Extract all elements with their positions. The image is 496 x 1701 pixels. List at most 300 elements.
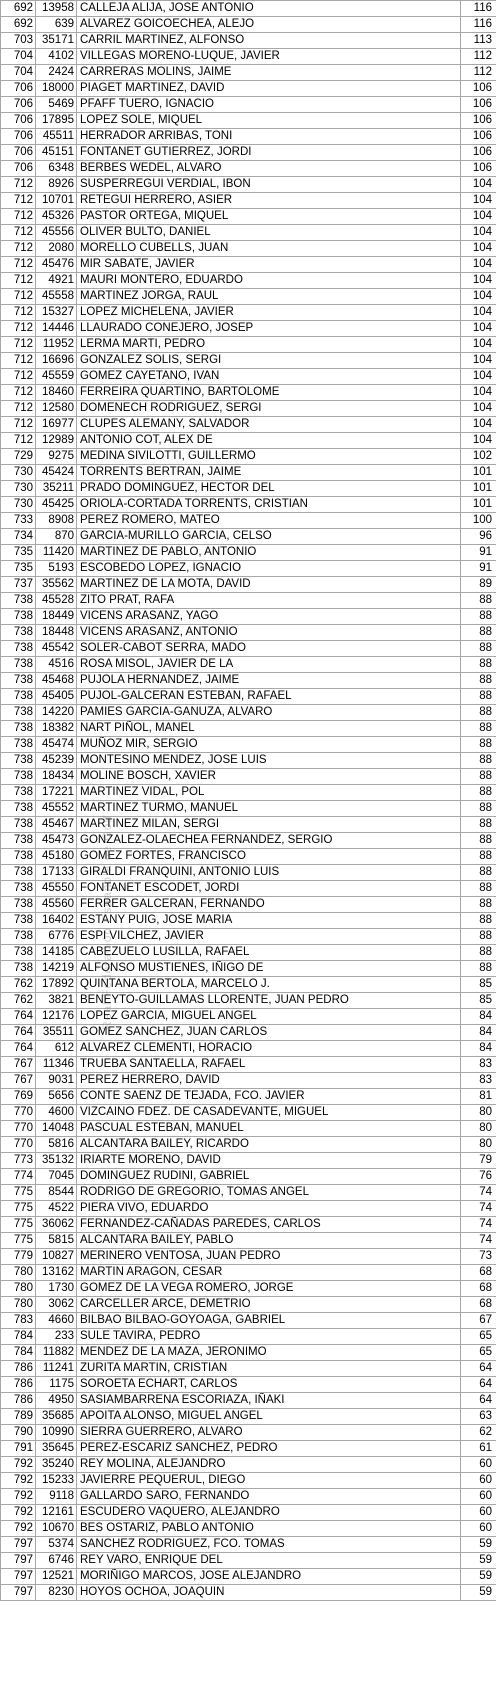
- points-cell: 88: [461, 625, 496, 641]
- player-name-cell: ALFONSO MUSTIENES, IÑIGO DE: [77, 961, 461, 977]
- points-cell: 88: [461, 641, 496, 657]
- player-name-cell: MOLINE BOSCH, XAVIER: [77, 769, 461, 785]
- player-name-cell: SASIAMBARRENA ESCORIAZA, IÑAKI: [77, 1393, 461, 1409]
- points-cell: 102: [461, 449, 496, 465]
- table-row: [1, 1249, 496, 1265]
- player-name-cell: ALCANTARA BAILEY, PABLO: [77, 1233, 461, 1249]
- player-name-cell: VILLEGAS MORENO-LUQUE, JAVIER: [77, 49, 461, 65]
- license-cell: 35132: [36, 1153, 77, 1169]
- player-name-cell: SULE TAVIRA, PEDRO: [77, 1329, 461, 1345]
- table-row: [1, 1441, 496, 1457]
- license-cell: 45425: [36, 497, 77, 513]
- table-row: [1, 1505, 496, 1521]
- license-cell: 35211: [36, 481, 77, 497]
- points-cell: 88: [461, 721, 496, 737]
- table-row: [1, 705, 496, 721]
- table-row: [1, 1, 496, 17]
- position-cell: 764: [1, 1025, 36, 1041]
- license-cell: 35562: [36, 577, 77, 593]
- position-cell: 735: [1, 545, 36, 561]
- player-name-cell: GALLARDO SARO, FERNANDO: [77, 1489, 461, 1505]
- position-cell: 712: [1, 273, 36, 289]
- license-cell: 45528: [36, 593, 77, 609]
- position-cell: 779: [1, 1249, 36, 1265]
- license-cell: 233: [36, 1329, 77, 1345]
- license-cell: 12989: [36, 433, 77, 449]
- player-name-cell: REY MOLINA, ALEJANDRO: [77, 1457, 461, 1473]
- points-cell: 104: [461, 177, 496, 193]
- player-name-cell: ANTONIO COT, ALEX DE: [77, 433, 461, 449]
- points-cell: 104: [461, 337, 496, 353]
- player-name-cell: SANCHEZ RODRIGUEZ, FCO. TOMAS: [77, 1537, 461, 1553]
- points-cell: 96: [461, 529, 496, 545]
- points-cell: 88: [461, 945, 496, 961]
- table-row: [1, 433, 496, 449]
- license-cell: 16402: [36, 913, 77, 929]
- position-cell: 738: [1, 641, 36, 657]
- points-cell: 89: [461, 577, 496, 593]
- points-cell: 88: [461, 833, 496, 849]
- license-cell: 10990: [36, 1425, 77, 1441]
- table-row: [1, 17, 496, 33]
- table-row: [1, 1025, 496, 1041]
- points-cell: 88: [461, 593, 496, 609]
- player-name-cell: FONTANET ESCODET, JORDI: [77, 881, 461, 897]
- position-cell: 738: [1, 593, 36, 609]
- license-cell: 10827: [36, 1249, 77, 1265]
- license-cell: 6746: [36, 1553, 77, 1569]
- table-row: [1, 465, 496, 481]
- position-cell: 775: [1, 1233, 36, 1249]
- points-cell: 104: [461, 209, 496, 225]
- table-row: [1, 321, 496, 337]
- table-row: [1, 529, 496, 545]
- position-cell: 712: [1, 353, 36, 369]
- license-cell: 45476: [36, 257, 77, 273]
- table-row: [1, 1185, 496, 1201]
- points-cell: 60: [461, 1473, 496, 1489]
- player-name-cell: HERRADOR ARRIBAS, TONI: [77, 129, 461, 145]
- player-name-cell: MERINERO VENTOSA, JUAN PEDRO: [77, 1249, 461, 1265]
- table-row: [1, 993, 496, 1009]
- position-cell: 738: [1, 785, 36, 801]
- points-cell: 104: [461, 401, 496, 417]
- table-row: [1, 1057, 496, 1073]
- table-row: [1, 1473, 496, 1489]
- position-cell: 764: [1, 1009, 36, 1025]
- position-cell: 792: [1, 1473, 36, 1489]
- player-name-cell: DOMENECH RODRIGUEZ, SERGI: [77, 401, 461, 417]
- position-cell: 730: [1, 465, 36, 481]
- position-cell: 738: [1, 945, 36, 961]
- points-cell: 65: [461, 1345, 496, 1361]
- points-cell: 60: [461, 1521, 496, 1537]
- points-cell: 88: [461, 753, 496, 769]
- player-name-cell: PRADO DOMINGUEZ, HECTOR DEL: [77, 481, 461, 497]
- license-cell: 35685: [36, 1409, 77, 1425]
- player-name-cell: PEREZ ROMERO, MATEO: [77, 513, 461, 529]
- points-cell: 104: [461, 289, 496, 305]
- player-name-cell: FERNANDEZ-CAÑADAS PAREDES, CARLOS: [77, 1217, 461, 1233]
- table-row: [1, 401, 496, 417]
- position-cell: 738: [1, 801, 36, 817]
- points-cell: 104: [461, 417, 496, 433]
- points-cell: 60: [461, 1505, 496, 1521]
- position-cell: 792: [1, 1505, 36, 1521]
- table-row: [1, 577, 496, 593]
- position-cell: 738: [1, 753, 36, 769]
- table-row: [1, 1201, 496, 1217]
- license-cell: 5469: [36, 97, 77, 113]
- license-cell: 45511: [36, 129, 77, 145]
- position-cell: 786: [1, 1393, 36, 1409]
- position-cell: 706: [1, 161, 36, 177]
- player-name-cell: LERMA MARTI, PEDRO: [77, 337, 461, 353]
- license-cell: 14219: [36, 961, 77, 977]
- player-name-cell: MARTINEZ TURMO, MANUEL: [77, 801, 461, 817]
- player-name-cell: GOMEZ FORTES, FRANCISCO: [77, 849, 461, 865]
- player-name-cell: PIAGET MARTINEZ, DAVID: [77, 81, 461, 97]
- position-cell: 738: [1, 865, 36, 881]
- table-row: [1, 625, 496, 641]
- points-cell: 112: [461, 49, 496, 65]
- license-cell: 16696: [36, 353, 77, 369]
- table-row: [1, 1345, 496, 1361]
- license-cell: 14048: [36, 1121, 77, 1137]
- points-cell: 91: [461, 561, 496, 577]
- player-name-cell: ESCUDERO VAQUERO, ALEJANDRO: [77, 1505, 461, 1521]
- license-cell: 8230: [36, 1585, 77, 1601]
- points-cell: 106: [461, 145, 496, 161]
- points-cell: 74: [461, 1233, 496, 1249]
- points-cell: 67: [461, 1313, 496, 1329]
- position-cell: 733: [1, 513, 36, 529]
- table-row: [1, 1009, 496, 1025]
- position-cell: 692: [1, 17, 36, 33]
- points-cell: 59: [461, 1537, 496, 1553]
- position-cell: 703: [1, 33, 36, 49]
- license-cell: 6348: [36, 161, 77, 177]
- position-cell: 738: [1, 689, 36, 705]
- position-cell: 706: [1, 97, 36, 113]
- position-cell: 738: [1, 705, 36, 721]
- table-row: [1, 1361, 496, 1377]
- points-cell: 104: [461, 193, 496, 209]
- table-row: [1, 817, 496, 833]
- points-cell: 106: [461, 81, 496, 97]
- position-cell: 770: [1, 1121, 36, 1137]
- points-cell: 88: [461, 705, 496, 721]
- points-cell: 83: [461, 1073, 496, 1089]
- table-row: [1, 1489, 496, 1505]
- table-row: [1, 641, 496, 657]
- table-row: [1, 1329, 496, 1345]
- player-name-cell: PFAFF TUERO, IGNACIO: [77, 97, 461, 113]
- position-cell: 783: [1, 1313, 36, 1329]
- player-name-cell: ALCANTARA BAILEY, RICARDO: [77, 1137, 461, 1153]
- points-cell: 88: [461, 961, 496, 977]
- table-row: [1, 1233, 496, 1249]
- player-name-cell: PEREZ-ESCARIZ SANCHEZ, PEDRO: [77, 1441, 461, 1457]
- position-cell: 729: [1, 449, 36, 465]
- player-name-cell: MONTESINO MENDEZ, JOSE LUIS: [77, 753, 461, 769]
- player-name-cell: TRUEBA SANTAELLA, RAFAEL: [77, 1057, 461, 1073]
- position-cell: 738: [1, 913, 36, 929]
- points-cell: 104: [461, 273, 496, 289]
- points-cell: 106: [461, 161, 496, 177]
- player-name-cell: RETEGUI HERRERO, ASIER: [77, 193, 461, 209]
- points-cell: 81: [461, 1089, 496, 1105]
- points-cell: 112: [461, 65, 496, 81]
- points-cell: 88: [461, 929, 496, 945]
- table-row: [1, 65, 496, 81]
- license-cell: 35171: [36, 33, 77, 49]
- table-row: [1, 609, 496, 625]
- points-cell: 104: [461, 257, 496, 273]
- table-row: [1, 1521, 496, 1537]
- player-name-cell: HOYOS OCHOA, JOAQUIN: [77, 1585, 461, 1601]
- table-row: [1, 1105, 496, 1121]
- points-cell: 79: [461, 1153, 496, 1169]
- license-cell: 2424: [36, 65, 77, 81]
- player-name-cell: PUJOL-GALCERAN ESTEBAN, RAFAEL: [77, 689, 461, 705]
- table-row: [1, 897, 496, 913]
- table-row: [1, 561, 496, 577]
- table-row: [1, 1425, 496, 1441]
- points-cell: 104: [461, 385, 496, 401]
- position-cell: 734: [1, 529, 36, 545]
- position-cell: 792: [1, 1457, 36, 1473]
- position-cell: 774: [1, 1169, 36, 1185]
- points-cell: 88: [461, 785, 496, 801]
- license-cell: 45467: [36, 817, 77, 833]
- player-name-cell: LOPEZ SOLE, MIQUEL: [77, 113, 461, 129]
- license-cell: 612: [36, 1041, 77, 1057]
- points-cell: 60: [461, 1457, 496, 1473]
- license-cell: 45326: [36, 209, 77, 225]
- position-cell: 738: [1, 769, 36, 785]
- license-cell: 8544: [36, 1185, 77, 1201]
- points-cell: 101: [461, 497, 496, 513]
- player-name-cell: PIERA VIVO, EDUARDO: [77, 1201, 461, 1217]
- table-row: [1, 753, 496, 769]
- table-row: [1, 785, 496, 801]
- position-cell: 704: [1, 49, 36, 65]
- license-cell: 14446: [36, 321, 77, 337]
- player-name-cell: ROSA MISOL, JAVIER DE LA: [77, 657, 461, 673]
- license-cell: 45556: [36, 225, 77, 241]
- table-row: [1, 273, 496, 289]
- table-row: [1, 657, 496, 673]
- position-cell: 792: [1, 1521, 36, 1537]
- player-name-cell: PUJOLA HERNANDEZ, JAIME: [77, 673, 461, 689]
- position-cell: 706: [1, 113, 36, 129]
- table-row: [1, 769, 496, 785]
- position-cell: 767: [1, 1057, 36, 1073]
- license-cell: 16977: [36, 417, 77, 433]
- points-cell: 64: [461, 1377, 496, 1393]
- license-cell: 5193: [36, 561, 77, 577]
- position-cell: 738: [1, 721, 36, 737]
- table-row: [1, 801, 496, 817]
- license-cell: 1175: [36, 1377, 77, 1393]
- license-cell: 11882: [36, 1345, 77, 1361]
- license-cell: 35240: [36, 1457, 77, 1473]
- player-name-cell: GONZALEZ SOLIS, SERGI: [77, 353, 461, 369]
- license-cell: 45552: [36, 801, 77, 817]
- license-cell: 45405: [36, 689, 77, 705]
- table-row: [1, 257, 496, 273]
- position-cell: 775: [1, 1217, 36, 1233]
- position-cell: 712: [1, 257, 36, 273]
- player-name-cell: MORIÑIGO MARCOS, JOSE ALEJANDRO: [77, 1569, 461, 1585]
- table-row: [1, 1121, 496, 1137]
- position-cell: 712: [1, 369, 36, 385]
- table-row: [1, 481, 496, 497]
- license-cell: 870: [36, 529, 77, 545]
- player-name-cell: LOPEZ MICHELENA, JAVIER: [77, 305, 461, 321]
- position-cell: 790: [1, 1425, 36, 1441]
- table-row: [1, 1537, 496, 1553]
- player-name-cell: GOMEZ DE LA VEGA ROMERO, JORGE: [77, 1281, 461, 1297]
- table-row: [1, 977, 496, 993]
- license-cell: 18449: [36, 609, 77, 625]
- player-name-cell: CARRERAS MOLINS, JAIME: [77, 65, 461, 81]
- player-name-cell: BERBES WEDEL, ALVARO: [77, 161, 461, 177]
- license-cell: 1730: [36, 1281, 77, 1297]
- license-cell: 45239: [36, 753, 77, 769]
- points-cell: 116: [461, 17, 496, 33]
- license-cell: 11241: [36, 1361, 77, 1377]
- player-name-cell: SOLER-CABOT SERRA, MADO: [77, 641, 461, 657]
- points-cell: 101: [461, 481, 496, 497]
- player-name-cell: ESPI VILCHEZ, JAVIER: [77, 929, 461, 945]
- position-cell: 712: [1, 433, 36, 449]
- license-cell: 4950: [36, 1393, 77, 1409]
- points-cell: 104: [461, 433, 496, 449]
- points-cell: 61: [461, 1441, 496, 1457]
- license-cell: 35511: [36, 1025, 77, 1041]
- points-cell: 76: [461, 1169, 496, 1185]
- license-cell: 9118: [36, 1489, 77, 1505]
- points-cell: 88: [461, 673, 496, 689]
- position-cell: 738: [1, 625, 36, 641]
- player-name-cell: IRIARTE MORENO, DAVID: [77, 1153, 461, 1169]
- table-row: [1, 1585, 496, 1601]
- player-name-cell: GOMEZ CAYETANO, IVAN: [77, 369, 461, 385]
- position-cell: 730: [1, 481, 36, 497]
- license-cell: 9031: [36, 1073, 77, 1089]
- license-cell: 45542: [36, 641, 77, 657]
- player-name-cell: CARRIL MARTINEZ, ALFONSO: [77, 33, 461, 49]
- points-cell: 88: [461, 689, 496, 705]
- table-row: [1, 929, 496, 945]
- player-name-cell: ZITO PRAT, RAFA: [77, 593, 461, 609]
- table-row: [1, 593, 496, 609]
- watermark-text: Real Federación Española de Golf: [100, 814, 114, 1030]
- position-cell: 738: [1, 833, 36, 849]
- table-row: [1, 1409, 496, 1425]
- license-cell: 3821: [36, 993, 77, 1009]
- license-cell: 15233: [36, 1473, 77, 1489]
- table-row: [1, 113, 496, 129]
- player-name-cell: SOROETA ECHART, CARLOS: [77, 1377, 461, 1393]
- points-cell: 74: [461, 1185, 496, 1201]
- position-cell: 786: [1, 1361, 36, 1377]
- table-row: [1, 161, 496, 177]
- points-cell: 84: [461, 1041, 496, 1057]
- points-cell: 59: [461, 1585, 496, 1601]
- table-row: [1, 177, 496, 193]
- player-name-cell: PEREZ HERRERO, DAVID: [77, 1073, 461, 1089]
- table-row: [1, 1393, 496, 1409]
- license-cell: 17895: [36, 113, 77, 129]
- points-cell: 104: [461, 321, 496, 337]
- license-cell: 45473: [36, 833, 77, 849]
- points-cell: 88: [461, 865, 496, 881]
- table-row: [1, 145, 496, 161]
- position-cell: 738: [1, 737, 36, 753]
- license-cell: 6776: [36, 929, 77, 945]
- table-row: [1, 833, 496, 849]
- points-cell: 80: [461, 1121, 496, 1137]
- player-name-cell: GONZALEZ-OLAECHEA FERNANDEZ, SERGIO: [77, 833, 461, 849]
- position-cell: 712: [1, 177, 36, 193]
- position-cell: 735: [1, 561, 36, 577]
- position-cell: 706: [1, 129, 36, 145]
- player-name-cell: VIZCAINO FDEZ. DE CASADEVANTE, MIGUEL: [77, 1105, 461, 1121]
- table-row: [1, 193, 496, 209]
- position-cell: 738: [1, 849, 36, 865]
- position-cell: 712: [1, 401, 36, 417]
- position-cell: 712: [1, 209, 36, 225]
- license-cell: 11952: [36, 337, 77, 353]
- player-name-cell: ORIOLA-CORTADA TORRENTS, CRISTIAN: [77, 497, 461, 513]
- player-name-cell: JAVIERRE PEQUERUL, DIEGO: [77, 1473, 461, 1489]
- table-row: [1, 1217, 496, 1233]
- position-cell: 770: [1, 1137, 36, 1153]
- points-cell: 64: [461, 1393, 496, 1409]
- license-cell: 11346: [36, 1057, 77, 1073]
- table-row: [1, 737, 496, 753]
- position-cell: 789: [1, 1409, 36, 1425]
- table-row: [1, 1153, 496, 1169]
- player-name-cell: BILBAO BILBAO-GOYOAGA, GABRIEL: [77, 1313, 461, 1329]
- player-name-cell: ALVAREZ CLEMENTI, HORACIO: [77, 1041, 461, 1057]
- table-row: [1, 1281, 496, 1297]
- points-cell: 101: [461, 465, 496, 481]
- position-cell: 738: [1, 961, 36, 977]
- player-name-cell: REY VARO, ENRIQUE DEL: [77, 1553, 461, 1569]
- player-name-cell: FONTANET GUTIERREZ, JORDI: [77, 145, 461, 161]
- position-cell: 712: [1, 385, 36, 401]
- points-cell: 59: [461, 1553, 496, 1569]
- table-row: [1, 81, 496, 97]
- position-cell: 791: [1, 1441, 36, 1457]
- player-name-cell: GOMEZ SANCHEZ, JUAN CARLOS: [77, 1025, 461, 1041]
- license-cell: 45558: [36, 289, 77, 305]
- license-cell: 45180: [36, 849, 77, 865]
- player-name-cell: MARTINEZ MILAN, SERGI: [77, 817, 461, 833]
- points-cell: 88: [461, 913, 496, 929]
- position-cell: 738: [1, 673, 36, 689]
- position-cell: 738: [1, 657, 36, 673]
- table-row: [1, 945, 496, 961]
- points-cell: 60: [461, 1489, 496, 1505]
- ranking-body: [1, 1, 496, 1601]
- license-cell: 18000: [36, 81, 77, 97]
- table-row: [1, 1073, 496, 1089]
